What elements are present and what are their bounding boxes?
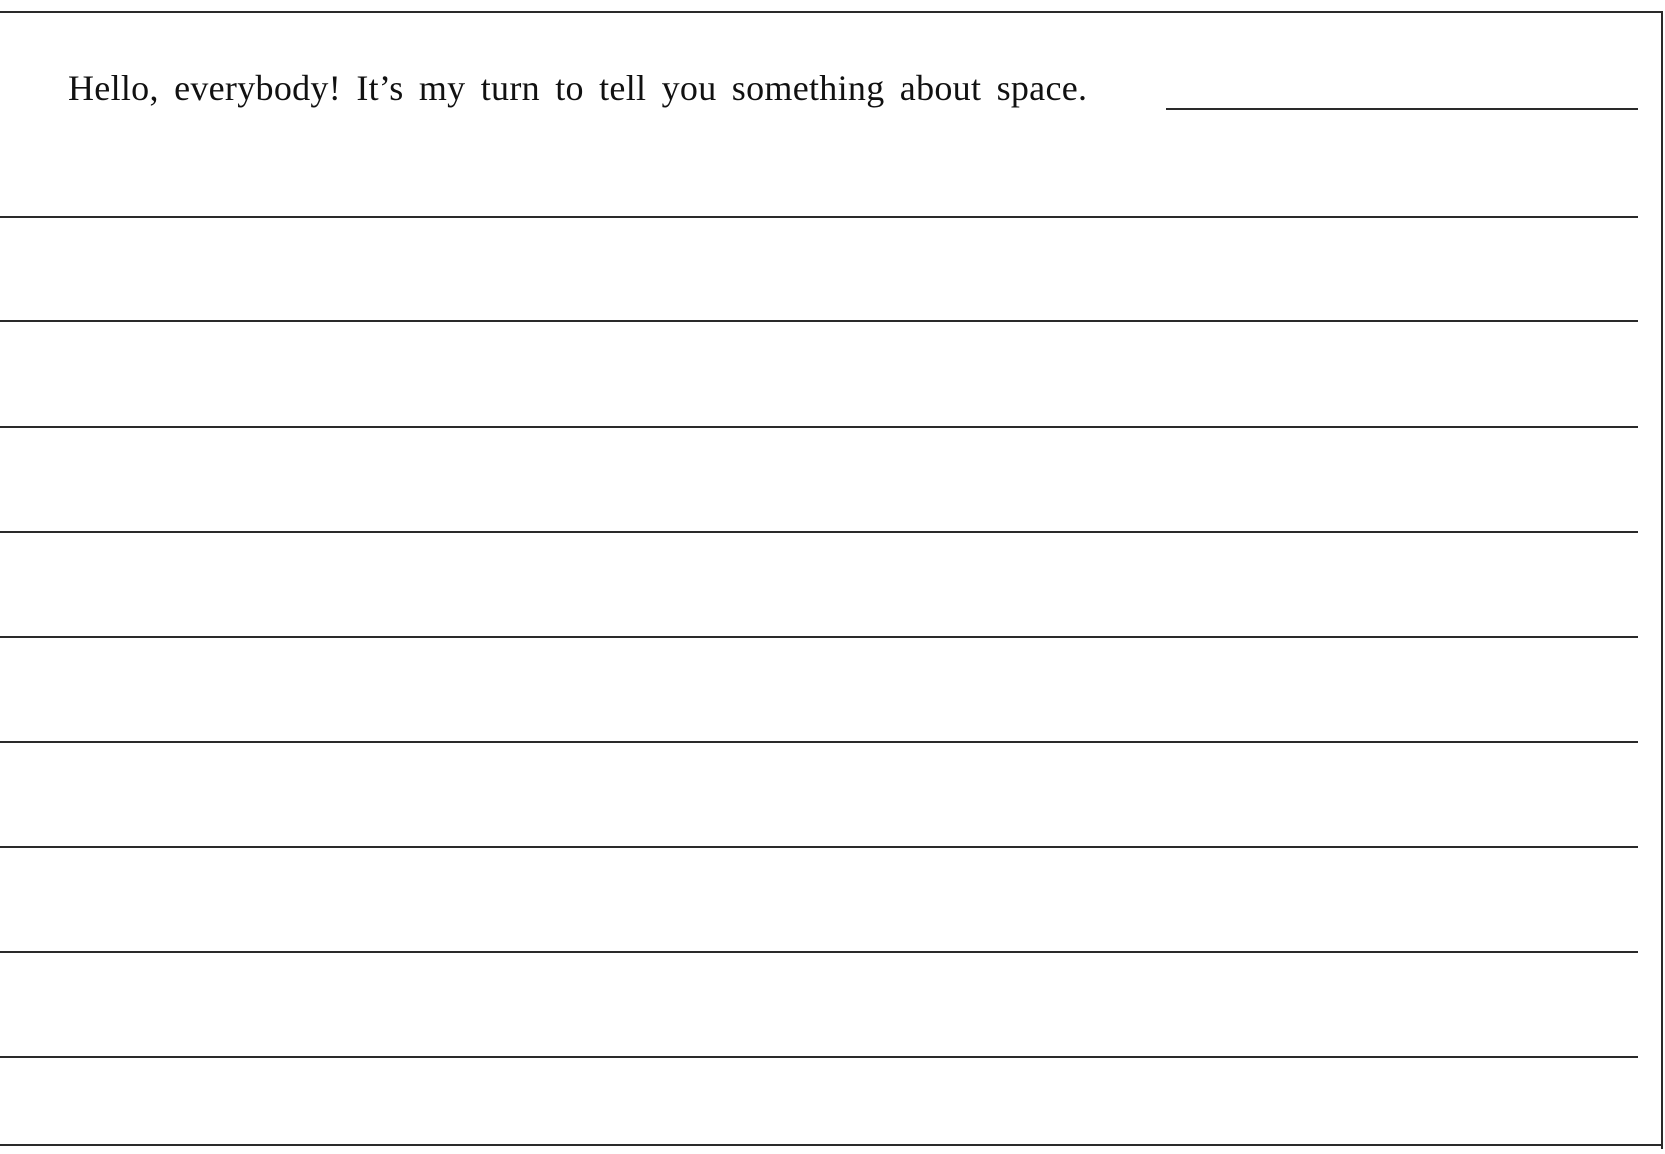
sheet-border-bottom (0, 1144, 1662, 1146)
sheet-border-right (1661, 11, 1663, 1149)
writing-line-6[interactable] (0, 636, 1638, 638)
writing-line-8[interactable] (0, 846, 1638, 848)
writing-line-3[interactable] (0, 320, 1638, 322)
writing-line-7[interactable] (0, 741, 1638, 743)
writing-line-2[interactable] (0, 216, 1638, 218)
writing-line-1-blank[interactable] (1166, 108, 1638, 110)
writing-line-4[interactable] (0, 426, 1638, 428)
writing-line-9[interactable] (0, 951, 1638, 953)
opening-sentence: Hello, everybody! It’s my turn to tell you something about space. (68, 68, 1088, 108)
sheet-border-top (0, 11, 1662, 13)
writing-line-10[interactable] (0, 1056, 1638, 1058)
writing-line-5[interactable] (0, 531, 1638, 533)
